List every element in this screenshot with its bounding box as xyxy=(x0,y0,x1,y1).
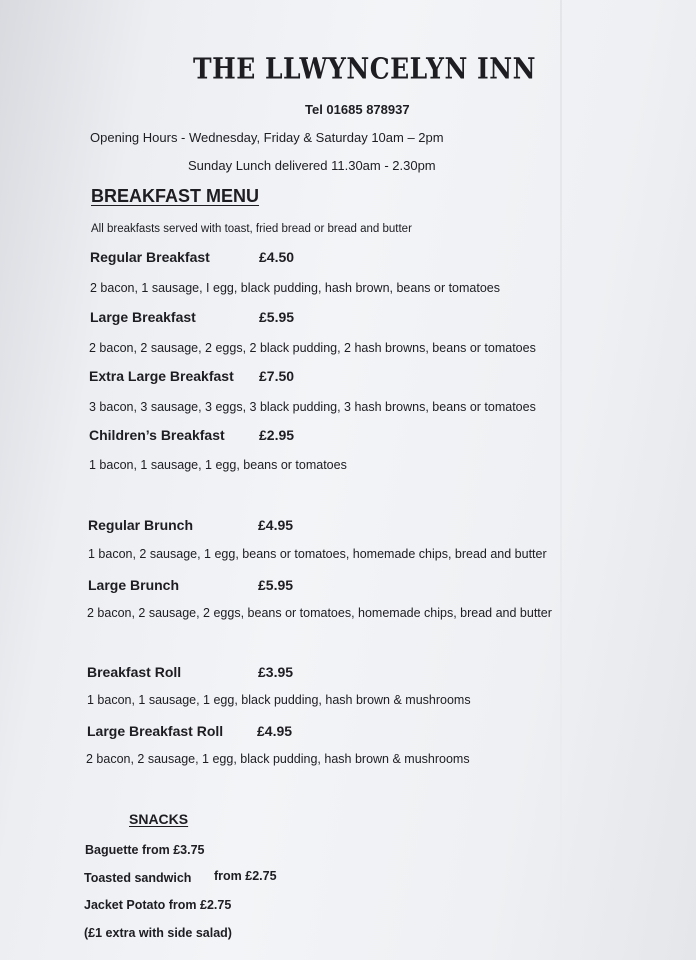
menu-item-description: 1 bacon, 1 sausage, 1 egg, black pudding, hash brown & mushrooms xyxy=(87,693,471,707)
snacks-heading: SNACKS xyxy=(129,811,189,827)
menu-item-description: 2 bacon, 2 sausage, 2 eggs, 2 black pudding, 2 hash browns, beans or tomatoes xyxy=(89,341,536,355)
menu-item-name: Regular Brunch xyxy=(88,517,194,533)
menu-item-name: Large Breakfast xyxy=(90,309,196,325)
menu-item-description: 1 bacon, 2 sausage, 1 egg, beans or tomatoes, homemade chips, bread and butter xyxy=(88,547,547,561)
menu-item-description: 2 bacon, 2 sausage, 2 eggs, beans or tomatoes, homemade chips, bread and butter xyxy=(87,606,552,620)
snack-item: Baguette from £3.75 xyxy=(85,843,205,857)
page-title: THE LLWYNCELYN INN xyxy=(193,52,536,86)
menu-item-description: 3 bacon, 3 sausage, 3 eggs, 3 black pudding, 3 hash browns, beans or tomatoes xyxy=(89,400,536,414)
menu-item-description: 1 bacon, 1 sausage, 1 egg, beans or tomatoes xyxy=(89,458,347,472)
menu-item-name: Breakfast Roll xyxy=(87,664,182,680)
menu-item-name: Children’s Breakfast xyxy=(89,427,225,443)
menu-item-name: Extra Large Breakfast xyxy=(89,368,234,384)
snack-item-note: (£1 extra with side salad) xyxy=(84,926,232,940)
menu-item-price: £5.95 xyxy=(259,309,295,325)
breakfast-note: All breakfasts served with toast, fried bread or bread and butter xyxy=(91,223,412,235)
sunday-lunch-hours: Sunday Lunch delivered 11.30am - 2.30pm xyxy=(188,158,436,173)
menu-item-name: Large Brunch xyxy=(88,577,180,593)
opening-hours: Opening Hours - Wednesday, Friday & Saturday 10am – 2pm xyxy=(90,130,444,145)
menu-item-price: £4.95 xyxy=(257,723,293,739)
menu-item-price: £5.95 xyxy=(258,577,294,593)
paper-fold xyxy=(560,0,562,960)
menu-item-price: £2.95 xyxy=(259,427,295,443)
telephone: Tel 01685 878937 xyxy=(305,102,410,117)
snack-item: Jacket Potato from £2.75 xyxy=(84,898,232,912)
menu-item-description: 2 bacon, 1 sausage, I egg, black pudding, hash brown, beans or tomatoes xyxy=(90,281,500,295)
menu-item-price: £3.95 xyxy=(258,664,294,680)
menu-item-price: £4.50 xyxy=(259,249,295,265)
menu-item-name: Large Breakfast Roll xyxy=(87,723,224,739)
snack-item-price: from £2.75 xyxy=(214,869,277,883)
menu-item-price: £4.95 xyxy=(258,517,294,533)
menu-item-description: 2 bacon, 2 sausage, 1 egg, black pudding, hash brown & mushrooms xyxy=(86,752,470,766)
menu-item-price: £7.50 xyxy=(259,368,295,384)
breakfast-menu-heading: BREAKFAST MENU xyxy=(91,186,260,206)
snack-item: Toasted sandwich xyxy=(84,871,192,885)
menu-item-name: Regular Breakfast xyxy=(90,249,210,265)
